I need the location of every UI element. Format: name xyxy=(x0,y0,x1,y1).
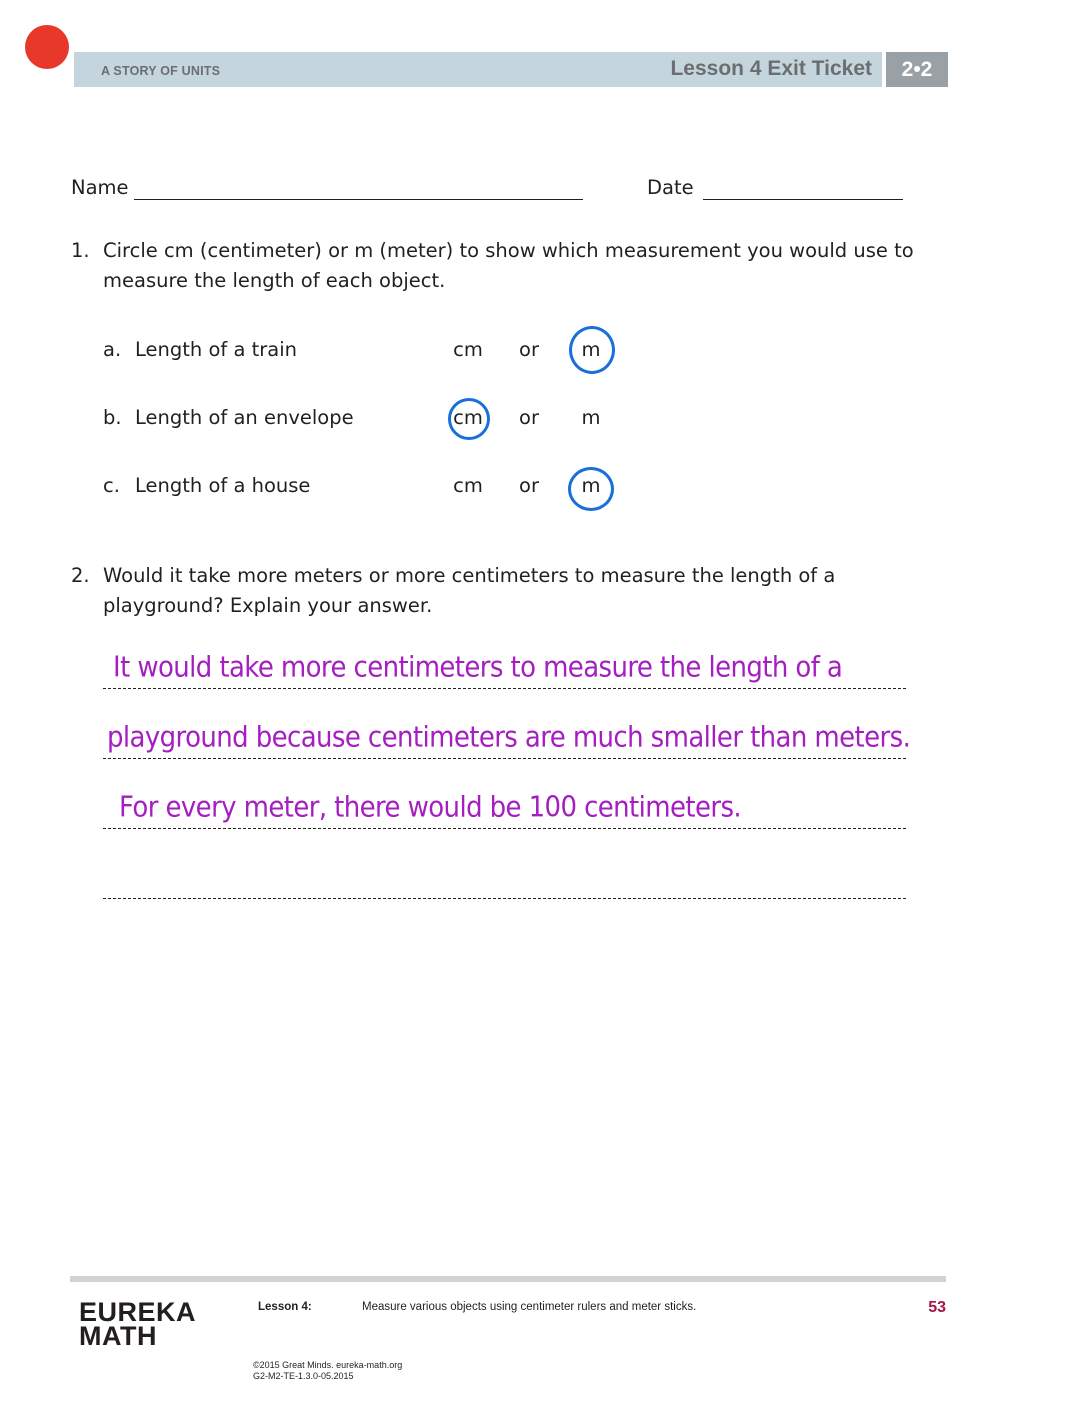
q1-number: 1. xyxy=(71,239,90,262)
lesson-title: Lesson 4 Exit Ticket xyxy=(670,57,872,80)
q1-item-a-text: Length of a train xyxy=(135,338,297,361)
document-code: G2-M2-TE-1.3.0-05.2015 xyxy=(253,1371,354,1381)
handwritten-answer-line1: It would take more centimeters to measure the length of a xyxy=(113,651,843,685)
eureka-math-logo: EUREKA xyxy=(79,1297,197,1327)
q1-item-b-text: Length of an envelope xyxy=(135,406,354,429)
date-label: Date xyxy=(647,176,694,199)
name-label: Name xyxy=(71,176,129,199)
footer-lesson-label: Lesson 4: xyxy=(258,1301,312,1313)
q1-item-c-letter: c. xyxy=(103,474,120,497)
q1-item-c-text: Length of a house xyxy=(135,474,311,497)
handwritten-answer-line3: For every meter, there would be 100 centimeters. xyxy=(119,791,742,825)
q2-number: 2. xyxy=(71,564,90,587)
answer-circle-b xyxy=(448,398,490,440)
q1-item-a-letter: a. xyxy=(103,338,122,361)
q1-item-b-cm-option[interactable]: cm xyxy=(453,406,483,429)
answer-circle-c xyxy=(568,467,614,511)
answer-line[interactable] xyxy=(103,758,906,759)
q1-item-a-cm-option[interactable]: cm xyxy=(453,338,483,361)
eureka-math-logo-line2: MATH xyxy=(79,1321,157,1351)
date-field-line[interactable] xyxy=(703,199,903,200)
handwritten-answer-line2: playground because centimeters are much smaller than meters. xyxy=(107,721,911,755)
q1-item-a-or: or xyxy=(519,338,539,361)
q1-prompt-line1: Circle cm (centimeter) or m (meter) to show which measurement you would use to xyxy=(103,239,914,262)
answer-line[interactable] xyxy=(103,688,906,689)
series-title: A STORY OF UNITS xyxy=(101,64,221,78)
footer-rule xyxy=(70,1276,946,1282)
q1-item-b-m-option[interactable]: m xyxy=(581,406,601,429)
q1-item-b-letter: b. xyxy=(103,406,122,429)
red-dot-marker xyxy=(25,25,69,69)
q1-item-c-or: or xyxy=(519,474,539,497)
grade-module-badge: 2•2 xyxy=(886,52,948,87)
name-field-line[interactable] xyxy=(134,199,583,200)
q2-prompt-line1: Would it take more meters or more centimeters to measure the length of a xyxy=(103,564,836,587)
q1-prompt-line2: measure the length of each object. xyxy=(103,269,446,292)
q2-prompt-line2: playground? Explain your answer. xyxy=(103,594,433,617)
q1-item-a-m-option[interactable]: m xyxy=(581,338,601,361)
copyright-text: ©2015 Great Minds. eureka-math.org xyxy=(253,1360,403,1370)
answer-line[interactable] xyxy=(103,898,906,899)
answer-circle-a xyxy=(569,326,615,374)
page-number: 53 xyxy=(928,1299,946,1316)
answer-line[interactable] xyxy=(103,828,906,829)
q1-item-c-cm-option[interactable]: cm xyxy=(453,474,483,497)
q1-item-b-or: or xyxy=(519,406,539,429)
footer-lesson-description: Measure various objects using centimeter rulers and meter sticks. xyxy=(362,1301,697,1313)
q1-item-c-m-option[interactable]: m xyxy=(581,474,601,497)
